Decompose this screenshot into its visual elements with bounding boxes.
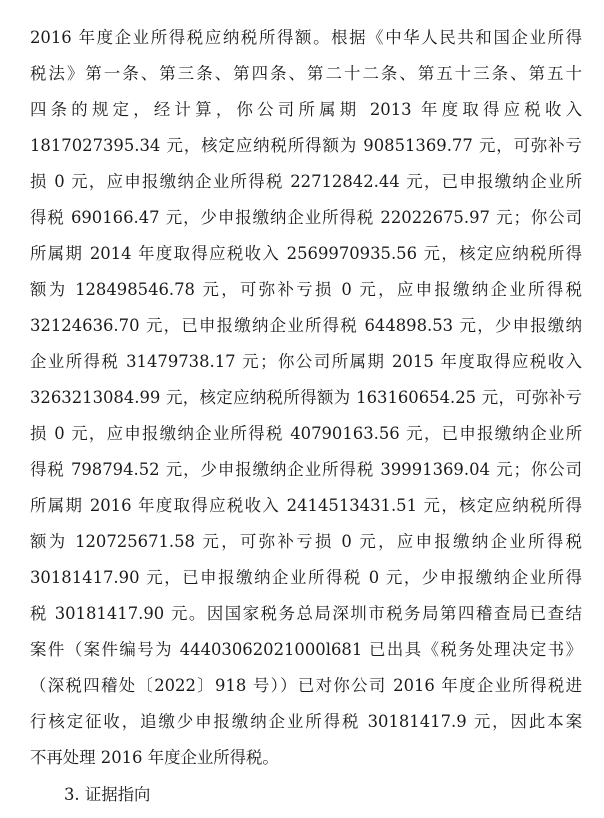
paragraph-line-1: 2016 年度企业所得税应纳税所得额。根据《中华人民共和国企业所得 bbox=[30, 28, 582, 47]
section-heading: 3. 证据指向 bbox=[64, 785, 151, 804]
paragraph-line-21: 不再处理 2016 年度企业所得税。 bbox=[30, 748, 279, 767]
paragraph-line-3: 四条的规定，经计算，你公司所属期 2013 年度取得应税收入 bbox=[30, 100, 582, 119]
paragraph-line-16: 30181417.90 元，已申报缴纳企业所得税 0 元，少申报缴纳企业所得 bbox=[30, 568, 582, 587]
paragraph-line-14: 所属期 2016 年度取得应税收入 2414513431.51 元，核定应纳税所得 bbox=[30, 496, 582, 515]
paragraph-line-19: （深税四稽处〔2022〕918 号））已对你公司 2016 年度企业所得税进 bbox=[30, 676, 582, 695]
paragraph-line-7: 所属期 2014 年度取得应税收入 2569970935.56 元，核定应纳税所得 bbox=[30, 244, 582, 263]
paragraph-line-2: 税法》第一条、第三条、第四条、第二十二条、第五十三条、第五十 bbox=[30, 64, 582, 83]
paragraph-line-12: 损 0 元，应申报缴纳企业所得税 40790163.56 元，已申报缴纳企业所 bbox=[30, 424, 582, 443]
paragraph-line-6: 得税 690166.47 元，少申报缴纳企业所得税 22022675.97 元；你公司 bbox=[30, 208, 582, 227]
paragraph-line-20: 行核定征收，追缴少申报缴纳企业所得税 30181417.9 元，因此本案 bbox=[30, 712, 582, 731]
paragraph-line-17: 税 30181417.90 元。因国家税务总局深圳市税务局第四稽查局已查结 bbox=[30, 604, 582, 623]
paragraph-line-8: 额为 128498546.78 元，可弥补亏损 0 元，应申报缴纳企业所得税 bbox=[30, 280, 582, 299]
paragraph-line-9: 32124636.70 元，已申报缴纳企业所得税 644898.53 元，少申报缴纳 bbox=[30, 316, 582, 335]
paragraph-line-5: 损 0 元，应申报缴纳企业所得税 22712842.44 元，已申报缴纳企业所 bbox=[30, 172, 582, 191]
paragraph-line-13: 得税 798794.52 元，少申报缴纳企业所得税 39991369.04 元；你公司 bbox=[30, 460, 582, 479]
paragraph-line-15: 额为 120725671.58 元，可弥补亏损 0 元，应申报缴纳企业所得税 bbox=[30, 532, 582, 551]
paragraph-line-18: 案件（案件编号为 44403062021000l681 已出具《税务处理决定书》 bbox=[30, 640, 582, 659]
paragraph-line-11: 3263213084.99 元，核定应纳税所得额为 163160654.25 元，可弥补亏 bbox=[30, 388, 582, 407]
paragraph-line-4: 1817027395.34 元，核定应纳税所得额为 90851369.77 元，可弥补亏 bbox=[30, 136, 582, 155]
paragraph-line-10: 企业所得税 31479738.17 元；你公司所属期 2015 年度取得应税收入 bbox=[30, 352, 582, 371]
